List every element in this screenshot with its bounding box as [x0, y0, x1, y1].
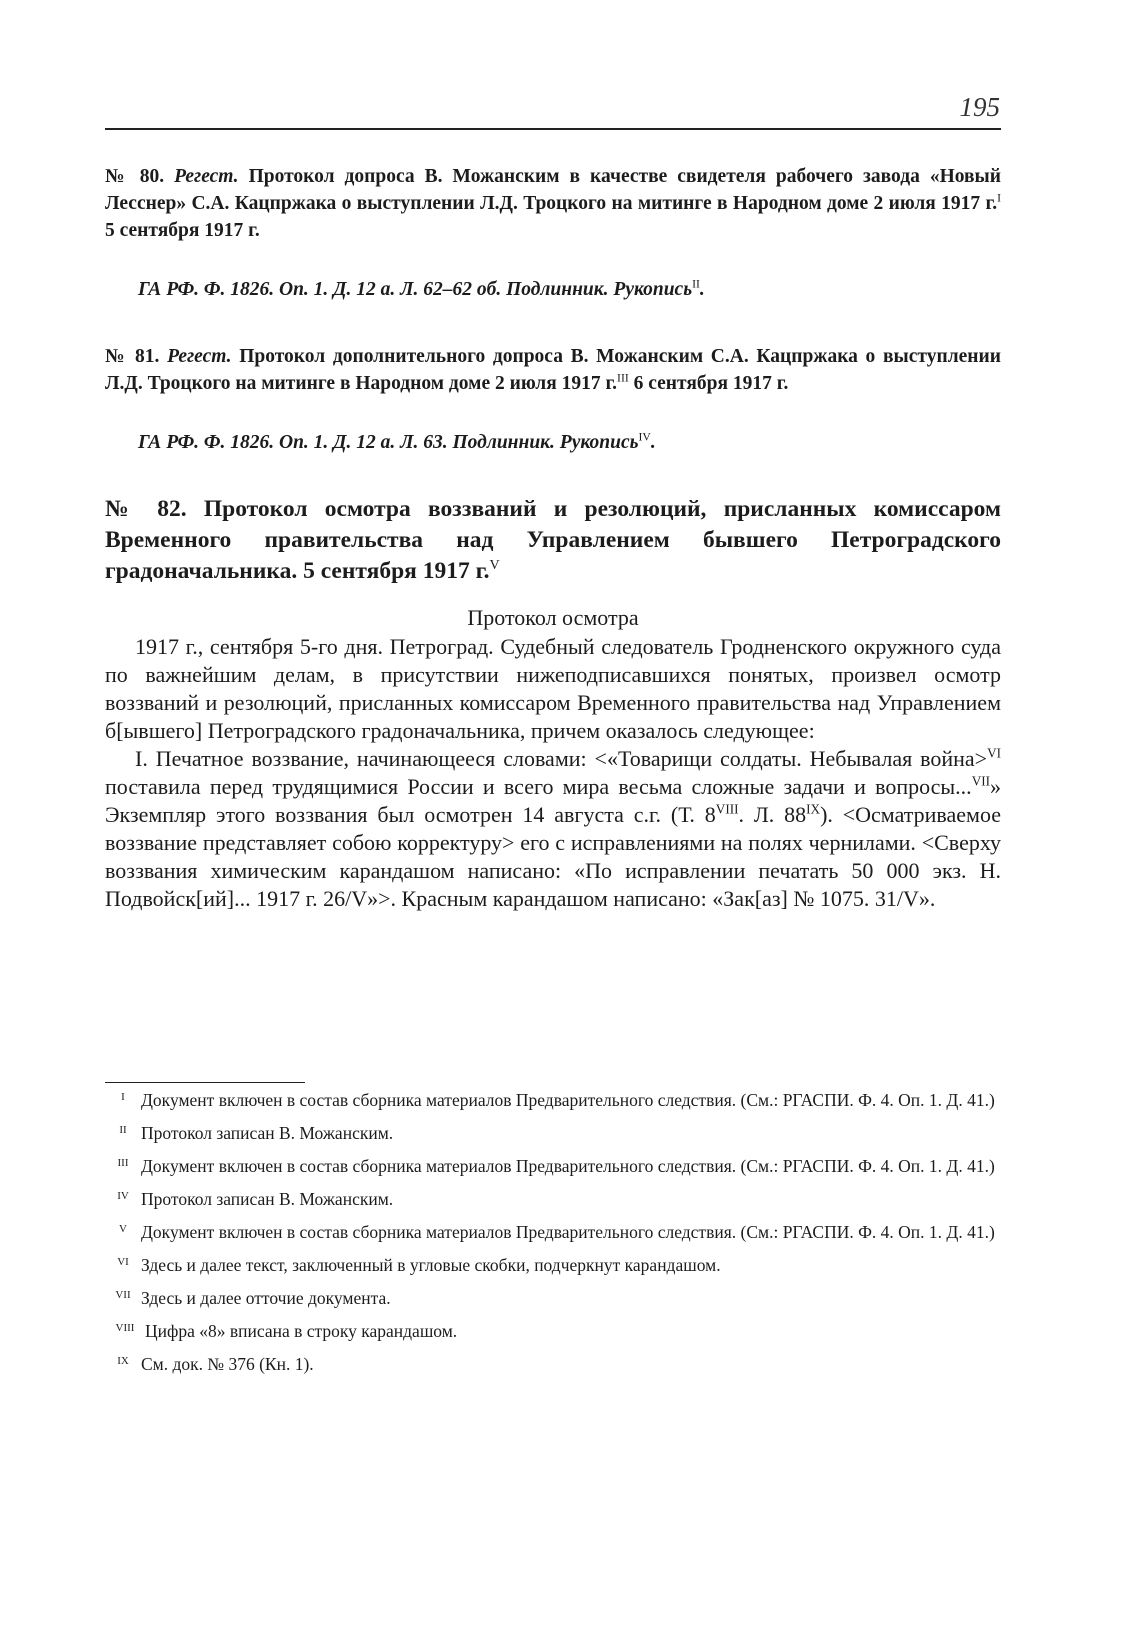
page-number: 195 — [959, 92, 1000, 122]
doc-80-label: Регест. — [174, 166, 239, 187]
footnote-IX — [105, 1352, 1001, 1377]
footnote-ref-IV: IV — [638, 430, 651, 444]
footnote-mark: II — [119, 1124, 127, 1136]
doc-80-archive: ГА РФ. Ф. 1826. Оп. 1. Д. 12 а. Л. 62–62 об. Подлинник. Рукопись$^{II}$. — [138, 277, 705, 300]
footnote-mark: IX — [117, 1355, 129, 1367]
footnote-ref-V: V — [489, 557, 500, 574]
doc-81-date: 6 сентября 1917 г. — [633, 373, 789, 394]
doc-81-number: № 81. — [105, 346, 160, 367]
footnote-separator — [105, 1082, 305, 1083]
footnote-ref-III: III — [617, 371, 629, 385]
doc-81-label: Регест. — [167, 346, 232, 367]
doc-80-archive-text: ГА РФ. Ф. 1826. Оп. 1. Д. 12 а. Л. 62–62 об. Подлинник. Рукопись — [138, 279, 693, 300]
footnote-ref-VIII: VIII — [715, 801, 739, 817]
footnote-ref-IX: IX — [806, 801, 821, 817]
footnote-text: Здесь и далее отточие документа. — [141, 1288, 391, 1308]
footnote-text: Цифра «8» вписана в строку карандашом. — [145, 1321, 458, 1341]
doc-82-title — [105, 494, 1001, 587]
footnote-text: Документ включен в состав сборника материалов Предварительного следствия. (См.: РГАСПИ. Ф. 4. Оп. 1. Д. 41.) — [141, 1222, 995, 1242]
doc-80-number: № 80. — [105, 166, 165, 187]
footnote-ref-VII: VII — [971, 773, 990, 789]
doc-82-paragraph-1: 1917 г., сентября 5-го дня. Петроград. Судебный следователь Гродненского окружного суда по важнейшим делам, в присутствии нижеподписавшихся понятых, произвел осмотр воззваний и резолюций, присланных комиссаром Временного правительства над Управлением б[ывшего] Петроградского градоначальника, причем оказалось следующее: — [105, 634, 1001, 743]
p2-part-a: I. Печатное воззвание, начинающееся словами: <«Товарищи солдаты. Небывалая война> — [135, 746, 988, 771]
footnote-IV — [105, 1187, 1001, 1212]
footnote-I — [105, 1088, 1001, 1113]
footnote-mark: IV — [117, 1190, 129, 1202]
footnote-VIII — [105, 1319, 1001, 1344]
doc-82-paragraph-2 — [105, 745, 1001, 913]
footnote-text: См. док. № 376 (Кн. 1). — [141, 1354, 314, 1374]
doc-81-text: Протокол дополнительного допроса В. Можанским С.А. Кацпржака о выступлении Л.Д. Троцкого на митинге в Народном доме 2 июля 1917 г. — [105, 346, 1001, 394]
doc-80-text: Протокол допроса В. Можанским в качестве свидетеля рабочего завода «Новый Лесснер» С.А. Кацпржака о выступлении Л.Д. Троцкого на митинге в Народном доме 2 июля 1917 г. — [105, 166, 1002, 214]
footnote-mark: VII — [115, 1289, 131, 1301]
footnote-text: Документ включен в состав сборника материалов Предварительного следствия. (См.: РГАСПИ. Ф. 4. Оп. 1. Д. 41.) — [141, 1090, 995, 1110]
doc-81-regest — [105, 343, 1001, 397]
footnote-mark: I — [121, 1091, 125, 1103]
footnotes — [105, 1088, 1001, 1377]
doc-82-subtitle: Протокол осмотра — [467, 605, 639, 630]
footnote-ref-I: I — [997, 191, 1001, 205]
p2-part-c: » Экземпляр этого воззвания был осмотрен 14 августа с.г. (Т. 8 — [105, 774, 1001, 827]
p2-part-d: . Л. 88 — [738, 802, 807, 827]
doc-80-regest — [105, 163, 1001, 244]
p2-part-b: поставила перед трудящимися России и всего мира весьма сложные задачи и вопросы... — [105, 774, 972, 799]
header-rule — [105, 128, 1001, 130]
footnote-ref-II: II — [692, 277, 700, 291]
footnote-VI — [105, 1253, 1001, 1278]
footnote-mark: V — [119, 1223, 127, 1235]
footnote-III — [105, 1154, 1001, 1179]
footnote-text: Протокол записан В. Можанским. — [141, 1123, 394, 1143]
main-content — [105, 163, 1001, 913]
footnote-V — [105, 1220, 1001, 1245]
footnote-ref-VI: VI — [987, 745, 1001, 761]
doc-82-title-text: № 82. Протокол осмотра воззваний и резолюций, присланных комиссаром Временного правительства над Управлением бывшего Петроградского градоначальника. 5 сентября 1917 г. — [105, 496, 1001, 584]
p2-part-e: ). <Осматриваемое воззвание представляет собою корректуру> его с исправлениями на полях чернилами. <Сверху воззвания химическим карандашом написано: «По исправлении печатать 50 000 экз. Н. Подвойск[ий]... 1917 г. 26/V»>. Красным карандашом написано: «Зак[аз] № 1075. 31/V». — [105, 802, 1002, 911]
doc-81-archive-text: ГА РФ. Ф. 1826. Оп. 1. Д. 12 а. Л. 63. Подлинник. Рукопись — [138, 432, 639, 453]
doc-80-date: 5 сентября 1917 г. — [105, 220, 260, 241]
footnote-II — [105, 1121, 1001, 1146]
footnote-mark: VI — [117, 1256, 129, 1268]
footnote-text: Документ включен в состав сборника материалов Предварительного следствия. (См.: РГАСПИ. Ф. 4. Оп. 1. Д. 41.) — [141, 1156, 995, 1176]
doc-81-archive: ГА РФ. Ф. 1826. Оп. 1. Д. 12 а. Л. 63. Подлинник. Рукопись$^{IV}$. — [138, 430, 656, 453]
footnote-text: Протокол записан В. Можанским. — [141, 1189, 394, 1209]
footnote-VII — [105, 1286, 1001, 1311]
footnote-mark: III — [117, 1157, 129, 1169]
footnote-text: Здесь и далее текст, заключенный в угловые скобки, подчеркнут карандашом. — [141, 1255, 721, 1275]
footnote-mark: VIII — [115, 1322, 135, 1334]
